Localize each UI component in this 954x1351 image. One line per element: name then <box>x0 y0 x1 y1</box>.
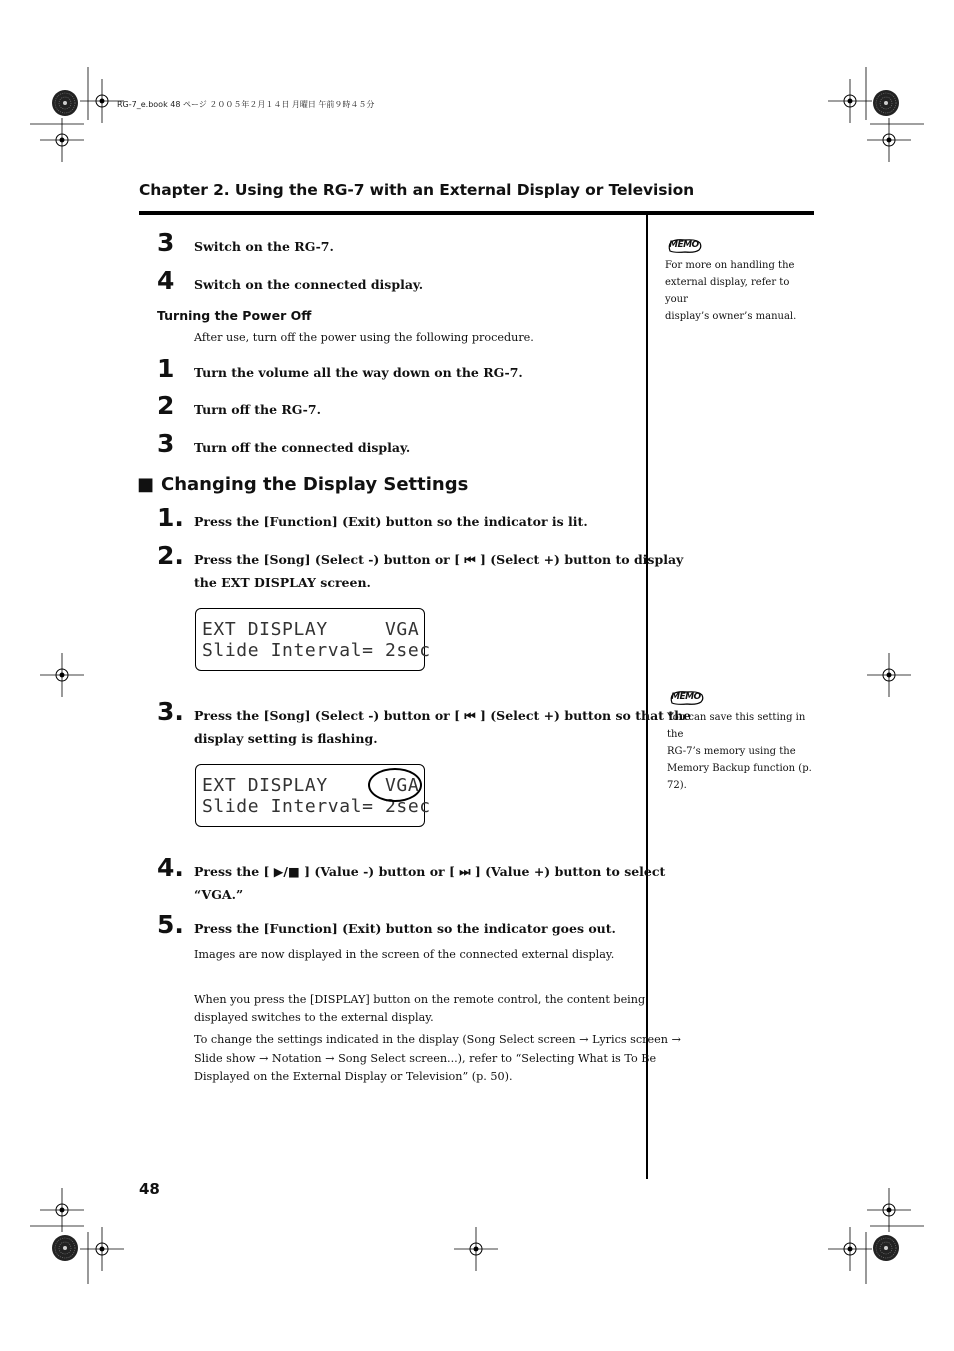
memo-line: 72). <box>667 780 687 791</box>
memo-icon <box>667 238 703 254</box>
section-title: Changing the Display Settings <box>161 474 469 495</box>
memo-line: RG-7’s memory using the <box>667 746 796 757</box>
step-text: Turn off the connected display. <box>194 440 411 455</box>
page-number: 48 <box>139 1180 160 1198</box>
step-text: Press the [ ▶/■ ] (Value -) button or [ ⏭ ] (Value +) button to select <box>194 864 666 879</box>
step-text: Turn off the RG-7. <box>194 402 321 417</box>
step-number: 5. <box>157 910 184 939</box>
memo-line: external display, refer to your <box>665 277 790 305</box>
power-off-intro: After use, turn off the power using the following procedure. <box>194 331 534 344</box>
step-number: 4. <box>157 853 184 882</box>
step-number: 3 <box>157 429 175 458</box>
step-text: Press the [Song] (Select -) button or [ ⏮ ] (Select +) button so that the <box>194 708 692 723</box>
step-text: the EXT DISPLAY screen. <box>194 575 371 590</box>
memo-icon <box>669 690 705 706</box>
paragraph-line: Displayed on the External Display or Television” (p. 50). <box>194 1070 513 1083</box>
step-text: Switch on the RG-7. <box>194 239 334 254</box>
step-text: Switch on the connected display. <box>194 277 424 292</box>
print-header-info: RG-7_e.book 48 ページ ２００５年２月１４日 月曜日 午前９時４５分 <box>117 100 375 109</box>
lcd-line: EXT DISPLAY VGA <box>202 619 420 640</box>
result-text: Images are now displayed in the screen of the connected external display. <box>194 948 615 961</box>
memo-label: MEMO <box>669 240 699 250</box>
chapter-rule <box>139 211 814 215</box>
step-text: Press the [Function] (Exit) button so the indicator is lit. <box>194 514 588 529</box>
paragraph-line: To change the settings indicated in the display (Song Select screen → Lyrics screen → <box>194 1033 681 1046</box>
memo-note <box>667 709 817 794</box>
subheading-power-off: Turning the Power Off <box>157 308 312 323</box>
lcd-screen-flashing <box>195 764 431 827</box>
step-text: display setting is flashing. <box>194 731 378 746</box>
highlight-circle <box>368 768 422 802</box>
section-bullet: ■ <box>137 474 155 495</box>
lcd-line: EXT DISPLAY VGA <box>202 775 420 796</box>
paragraph-line: When you press the [DISPLAY] button on the remote control, the content being <box>194 993 646 1006</box>
step-number: 4 <box>157 266 175 295</box>
paragraph-line: Slide show → Notation → Song Select screen...), refer to “Selecting What is To Be <box>194 1052 657 1065</box>
step-number: 3 <box>157 228 175 257</box>
lcd-line: Slide Interval= 2sec <box>202 640 431 661</box>
lcd-screen <box>195 608 431 671</box>
step-number: 3. <box>157 697 184 726</box>
step-number: 1 <box>157 354 175 383</box>
lcd-line: Slide Interval= 2sec <box>202 796 431 817</box>
chapter-title: Chapter 2. Using the RG-7 with an External Display or Television <box>139 181 695 199</box>
step-text: Press the [Song] (Select -) button or [ ⏮ ] (Select +) button to display <box>194 552 684 567</box>
step-text: Turn the volume all the way down on the RG-7. <box>194 365 523 380</box>
step-text: Press the [Function] (Exit) button so the indicator goes out. <box>194 921 616 936</box>
step-number: 1. <box>157 503 184 532</box>
paragraph-line: displayed switches to the external display. <box>194 1011 434 1024</box>
memo-line: You can save this setting in the <box>667 712 806 740</box>
memo-note <box>665 257 815 325</box>
memo-line: Memory Backup function (p. <box>667 763 812 774</box>
step-number: 2 <box>157 391 175 420</box>
memo-line: display’s owner’s manual. <box>665 311 797 322</box>
memo-line: For more on handling the <box>665 260 795 271</box>
step-text: “VGA.” <box>194 887 244 902</box>
step-number: 2. <box>157 541 184 570</box>
memo-label: MEMO <box>671 692 701 702</box>
